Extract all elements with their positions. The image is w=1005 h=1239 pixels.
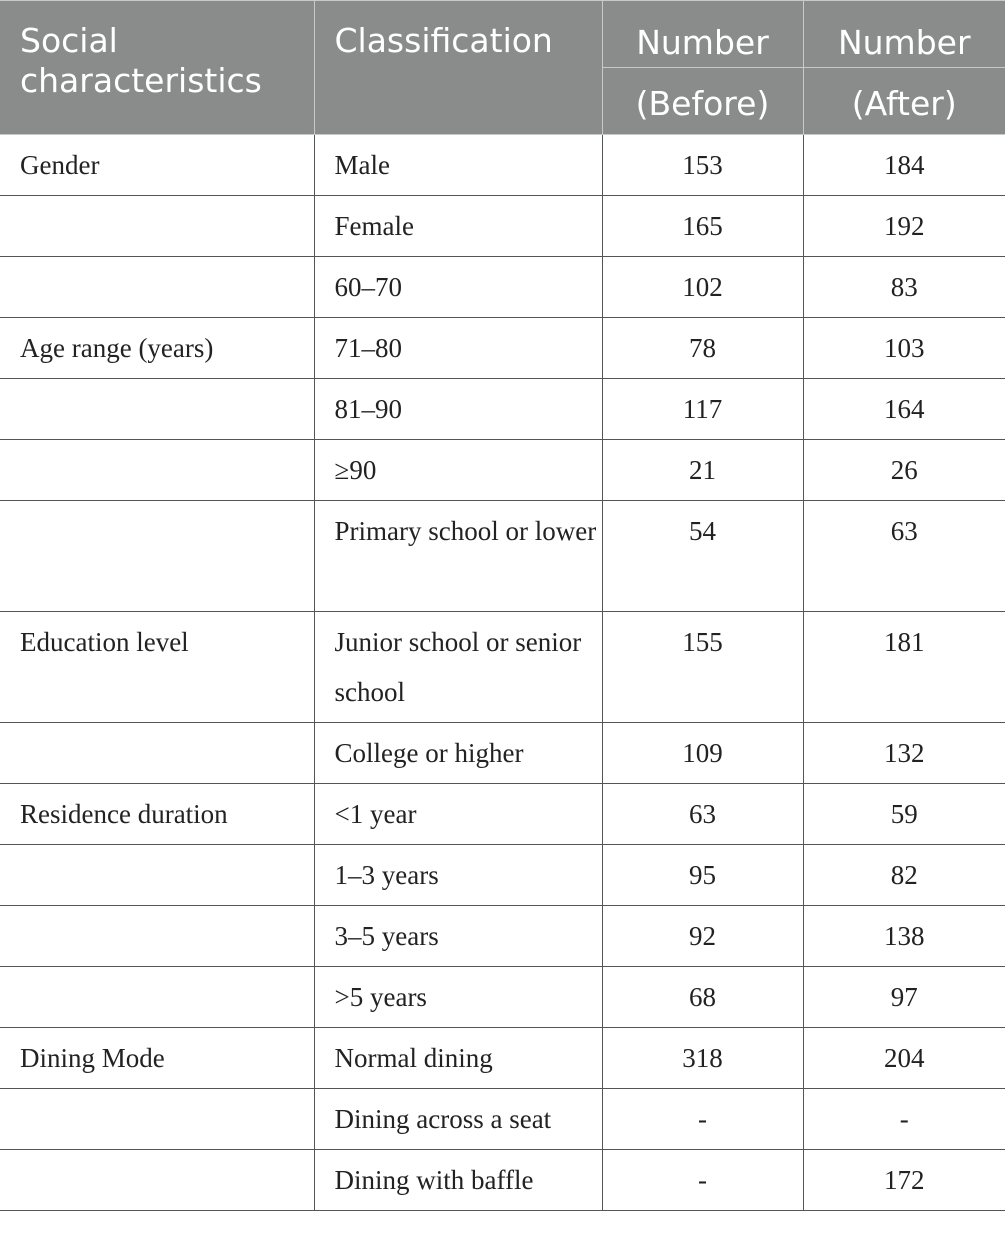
cell-number-before-text: 21 [689, 455, 716, 485]
header-social-characteristics: Social characteristics [0, 1, 314, 135]
cell-number-before-text: 54 [689, 516, 716, 546]
cell-number-before-text: 78 [689, 333, 716, 363]
cell-classification [314, 1089, 602, 1150]
table-row [0, 906, 1005, 967]
cell-number-before-text: 165 [682, 211, 723, 241]
cell-social-characteristic-text: Gender [20, 150, 100, 180]
table-row [0, 784, 1005, 845]
cell-classification-text: >5 years [334, 982, 427, 1012]
cell-number-after-text: 192 [884, 211, 925, 241]
cell-number-before [602, 1150, 803, 1211]
cell-number-after [803, 196, 1005, 257]
cell-number-before-text: 63 [689, 799, 716, 829]
table-row [0, 501, 1005, 612]
cell-number-before-text: 102 [682, 272, 723, 302]
cell-number-after-text: 164 [884, 394, 925, 424]
header-number-after-top: Number [803, 1, 1005, 68]
cell-classification [314, 379, 602, 440]
cell-number-after [803, 1150, 1005, 1211]
cell-classification [314, 1150, 602, 1211]
cell-number-after-text: 97 [890, 982, 918, 1012]
cell-number-before-text: 155 [682, 627, 723, 657]
cell-number-after-text: 132 [884, 738, 925, 768]
cell-classification-text: ≥90 [334, 455, 377, 485]
cell-number-before-text: 318 [682, 1043, 723, 1073]
cell-classification-text: Junior school or senior school [334, 627, 582, 707]
cell-classification-text: Normal dining [334, 1043, 493, 1073]
table-row [0, 257, 1005, 318]
cell-number-after [803, 440, 1005, 501]
cell-classification-text: Dining with baffle [334, 1165, 534, 1195]
header-classification: Classification [314, 1, 602, 135]
cell-number-after [803, 723, 1005, 784]
table-row [0, 440, 1005, 501]
cell-number-before [602, 440, 803, 501]
cell-classification-text: 1–3 years [334, 860, 439, 890]
cell-classification [314, 906, 602, 967]
cell-number-before-text: 117 [682, 394, 723, 424]
table-row [0, 1089, 1005, 1150]
cell-classification-text: Male [334, 150, 390, 180]
cell-number-before [602, 135, 803, 196]
cell-number-after [803, 845, 1005, 906]
cell-social-characteristic [0, 257, 314, 318]
cell-classification [314, 784, 602, 845]
cell-social-characteristic [0, 845, 314, 906]
cell-classification [314, 612, 602, 723]
cell-number-before [602, 967, 803, 1028]
table-row [0, 845, 1005, 906]
cell-classification-text: <1 year [334, 799, 417, 829]
cell-number-before-text: 92 [689, 921, 716, 951]
cell-classification [314, 135, 602, 196]
cell-social-characteristic [0, 967, 314, 1028]
cell-social-characteristic [0, 612, 314, 723]
cell-classification [314, 1028, 602, 1089]
cell-social-characteristic [0, 723, 314, 784]
cell-number-after-text: 82 [890, 860, 918, 890]
header-number-before-top: Number [602, 1, 803, 68]
cell-classification [314, 257, 602, 318]
cell-number-after [803, 1089, 1005, 1150]
cell-number-after [803, 257, 1005, 318]
cell-social-characteristic [0, 501, 314, 612]
cell-number-before [602, 612, 803, 723]
cell-social-characteristic [0, 1089, 314, 1150]
cell-number-after [803, 135, 1005, 196]
cell-number-after-text: 204 [884, 1043, 925, 1073]
cell-number-before-text: 68 [689, 982, 716, 1012]
table-row [0, 135, 1005, 196]
cell-social-characteristic [0, 906, 314, 967]
cell-number-after-text: - [899, 1104, 909, 1134]
cell-number-after-text: 26 [890, 455, 918, 485]
cell-classification-text: 81–90 [334, 394, 402, 424]
cell-number-after-text: 184 [884, 150, 925, 180]
table-row [0, 612, 1005, 723]
table-row [0, 379, 1005, 440]
cell-social-characteristic [0, 1150, 314, 1211]
cell-classification-text: 71–80 [334, 333, 402, 363]
table-row [0, 1150, 1005, 1211]
cell-number-after [803, 1028, 1005, 1089]
cell-number-before [602, 784, 803, 845]
cell-number-before-text: - [698, 1165, 707, 1195]
cell-classification [314, 501, 602, 612]
cell-classification-text: 60–70 [334, 272, 402, 302]
cell-social-characteristic [0, 379, 314, 440]
cell-classification [314, 440, 602, 501]
cell-social-characteristic [0, 135, 314, 196]
cell-number-before [602, 257, 803, 318]
cell-number-after-text: 138 [884, 921, 925, 951]
cell-social-characteristic [0, 196, 314, 257]
cell-classification-text: Dining across a seat [334, 1104, 552, 1134]
table-body [0, 135, 1005, 1211]
cell-number-after-text: 59 [890, 799, 918, 829]
table-row [0, 196, 1005, 257]
cell-number-after [803, 379, 1005, 440]
cell-number-after [803, 612, 1005, 723]
table-row [0, 1028, 1005, 1089]
cell-classification-text: College or higher [334, 738, 524, 768]
cell-social-characteristic [0, 318, 314, 379]
cell-classification [314, 845, 602, 906]
cell-classification-text: 3–5 years [334, 921, 439, 951]
cell-number-before [602, 845, 803, 906]
cell-classification [314, 723, 602, 784]
cell-number-after [803, 784, 1005, 845]
cell-social-characteristic [0, 440, 314, 501]
cell-number-before [602, 1089, 803, 1150]
cell-number-after [803, 318, 1005, 379]
cell-social-characteristic [0, 1028, 314, 1089]
cell-number-before [602, 1028, 803, 1089]
cell-classification-text: Primary school or lower [334, 516, 597, 546]
cell-number-before [602, 196, 803, 257]
cell-number-before [602, 501, 803, 612]
table-row [0, 723, 1005, 784]
cell-number-before [602, 723, 803, 784]
cell-number-before-text: - [698, 1104, 707, 1134]
cell-number-before [602, 906, 803, 967]
cell-classification [314, 967, 602, 1028]
cell-number-before-text: 95 [689, 860, 716, 890]
cell-number-after-text: 103 [884, 333, 925, 363]
cell-number-after [803, 501, 1005, 612]
cell-number-after-text: 181 [884, 627, 925, 657]
cell-social-characteristic-text: Residence duration [20, 799, 228, 829]
cell-number-before-text: 109 [682, 738, 723, 768]
cell-classification-text: Female [334, 211, 414, 241]
cell-number-before [602, 318, 803, 379]
header-number-after-bottom: (After) [803, 68, 1005, 135]
cell-number-after-text: 83 [890, 272, 918, 302]
table-header [0, 1, 1005, 135]
cell-number-after [803, 967, 1005, 1028]
table-row [0, 318, 1005, 379]
cell-classification [314, 196, 602, 257]
cell-social-characteristic [0, 784, 314, 845]
cell-number-after-text: 172 [884, 1165, 925, 1195]
cell-social-characteristic-text: Age range (years) [20, 333, 214, 363]
cell-number-after-text: 63 [890, 516, 918, 546]
cell-number-before-text: 153 [682, 150, 723, 180]
cell-social-characteristic-text: Dining Mode [20, 1043, 165, 1073]
cell-classification [314, 318, 602, 379]
table-row [0, 967, 1005, 1028]
cell-number-before [602, 379, 803, 440]
header-number-before-bottom: (Before) [602, 68, 803, 135]
cell-number-after [803, 906, 1005, 967]
cell-social-characteristic-text: Education level [20, 627, 189, 657]
